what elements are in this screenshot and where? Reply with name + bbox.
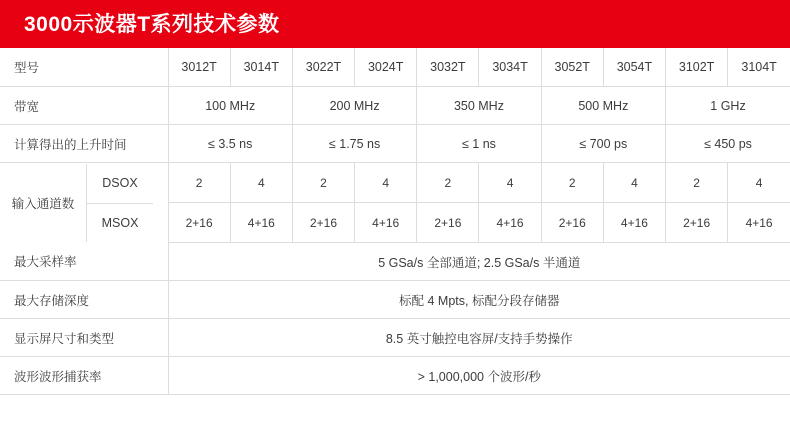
- risetime-700ps: ≤ 700 ps: [541, 125, 665, 163]
- dsox-3024T: 4: [355, 163, 417, 203]
- value-capture-rate: > 1,000,000 个波形/秒: [168, 357, 790, 395]
- value-sample-rate: 5 GSa/s 全部通道; 2.5 GSa/s 半通道: [168, 243, 790, 281]
- model-3014T: 3014T: [230, 48, 292, 87]
- table-row-channels-dsox: [0, 163, 790, 203]
- dsox-3054T: 4: [603, 163, 665, 203]
- model-3034T: 3034T: [479, 48, 541, 87]
- sub-label-msox: MSOX: [101, 215, 139, 230]
- msox-3024T: 4+16: [355, 203, 417, 243]
- model-3052T: 3052T: [541, 48, 603, 87]
- risetime-1ns: ≤ 1 ns: [417, 125, 541, 163]
- value-display: 8.5 英寸触控电容屏/支持手势操作: [168, 319, 790, 357]
- dsox-3052T: 2: [541, 163, 603, 203]
- msox-3022T: 2+16: [292, 203, 354, 243]
- value-memory-depth: 标配 4 Mpts, 标配分段存储器: [168, 281, 790, 319]
- row-label-sample-rate: 最大采样率: [0, 243, 168, 281]
- msox-3032T: 2+16: [417, 203, 479, 243]
- row-label-risetime: 计算得出的上升时间: [0, 125, 168, 163]
- table-row-risetime: [0, 125, 790, 163]
- table-row-sample-rate: [0, 243, 790, 281]
- msox-3012T: 2+16: [168, 203, 230, 243]
- model-3032T: 3032T: [417, 48, 479, 87]
- input-channels-label: 输入通道数: [11, 196, 75, 211]
- msox-3104T: 4+16: [728, 203, 790, 243]
- table-row-capture-rate: [0, 357, 790, 395]
- model-3012T: 3012T: [168, 48, 230, 87]
- specifications-table: [0, 48, 790, 395]
- row-label-memory-depth: 最大存储深度: [0, 281, 168, 319]
- table-row-memory-depth: [0, 281, 790, 319]
- msox-3102T: 2+16: [666, 203, 728, 243]
- table-row-bandwidth: [0, 87, 790, 125]
- risetime-450ps: ≤ 450 ps: [666, 125, 790, 163]
- msox-3052T: 2+16: [541, 203, 603, 243]
- msox-3014T: 4+16: [230, 203, 292, 243]
- page-header: [0, 0, 790, 48]
- model-3104T: 3104T: [728, 48, 790, 87]
- bandwidth-350mhz: 350 MHz: [417, 87, 541, 125]
- row-label-capture-rate: 波形波形捕获率: [0, 357, 168, 395]
- msox-3054T: 4+16: [603, 203, 665, 243]
- msox-3034T: 4+16: [479, 203, 541, 243]
- bandwidth-500mhz: 500 MHz: [541, 87, 665, 125]
- row-label-input-channels: [0, 163, 168, 243]
- dsox-3104T: 4: [728, 163, 790, 203]
- row-label-display: 显示屏尺寸和类型: [0, 319, 168, 357]
- dsox-3032T: 2: [417, 163, 479, 203]
- page-title: 3000示波器T系列技术参数: [24, 12, 280, 36]
- risetime-1-75ns: ≤ 1.75 ns: [292, 125, 416, 163]
- bandwidth-200mhz: 200 MHz: [292, 87, 416, 125]
- dsox-3034T: 4: [479, 163, 541, 203]
- dsox-3012T: 2: [168, 163, 230, 203]
- dsox-3022T: 2: [292, 163, 354, 203]
- bandwidth-100mhz: 100 MHz: [168, 87, 292, 125]
- table-row-models: [0, 48, 790, 87]
- dsox-3014T: 4: [230, 163, 292, 203]
- table-row-display: [0, 319, 790, 357]
- model-3024T: 3024T: [355, 48, 417, 87]
- risetime-3-5ns: ≤ 3.5 ns: [168, 125, 292, 163]
- sub-label-dsox: DSOX: [87, 164, 153, 204]
- row-label-bandwidth: 带宽: [0, 87, 168, 125]
- model-3054T: 3054T: [603, 48, 665, 87]
- bandwidth-1ghz: 1 GHz: [666, 87, 790, 125]
- table-header-label: 型号: [0, 48, 168, 87]
- model-3022T: 3022T: [292, 48, 354, 87]
- model-3102T: 3102T: [666, 48, 728, 87]
- dsox-3102T: 2: [666, 163, 728, 203]
